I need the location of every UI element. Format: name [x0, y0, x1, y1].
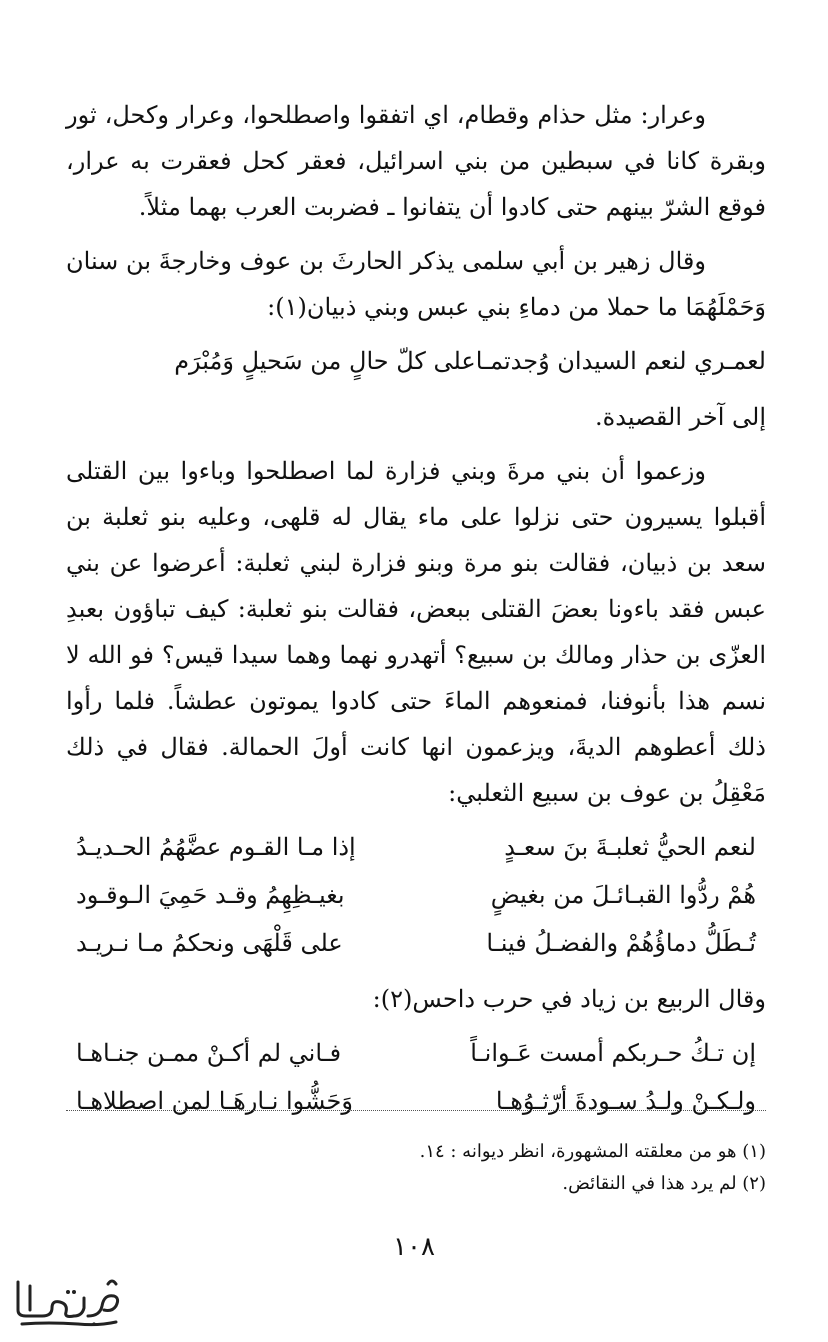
- verse-first-hemistich: لعمـري لنعم السيدان وُجدتمـا: [475, 347, 766, 375]
- verse-first-hemistich: إن تـكُ حـربكم أمست عَـوانـاً: [470, 1039, 756, 1067]
- publisher-logo: [8, 1272, 126, 1332]
- paragraph-4: وزعموا أن بني مرةَ وبني فزارة لما اصطلحوا وباءوا بين القتلى أقبلوا يسيرون حتى نزلوا على ماء يقال له قلهى، وعليه بنو ثعلبة بن سعد بن ذبيان، فقالت بنو مرة وبنو فزارة لبني ثعلبة: أعرضوا عن بني عبس فقد باءونا بعضَ القتلى ببعض، فقالت بنو ثعلبة: كيف تباؤون بعبدِ العزّى بن حذار ومالك بن سبيع؟ أتهدرو نهما وهما سيدا قيس؟ فو الله لا نسم هذا بأنوفنا، فمنعوهم الماءَ حتى كادوا يموتون عطشاً. فلما رأوا ذلك أعطوهم الديةَ، ويزعمون انها كانت أولَ الحمالة. فقال في ذلك مَعْقِلُ بن عوف بن سبيع الثعلبي:: [66, 457, 766, 807]
- verse-block-1: [66, 338, 766, 384]
- page-number: ١٠٨: [393, 1232, 435, 1262]
- verse-line: [66, 338, 766, 384]
- paragraph-5: وقال الربيع بن زياد في حرب داحس(٢):: [372, 985, 766, 1013]
- paragraph-1: وعرار: مثل حذام وقطام، اي اتفقوا واصطلحوا، وعرار وكحل، ثور وبقرة كانا في سبطين من بني اسرائيل، فعقر كحل فعقرت به عرار، فوقع الشرّ بينهم حتى كادوا أن يتفانوا ـ فضربت العرب بهما مثلاً.: [66, 101, 766, 221]
- verse-first-hemistich: هُمْ ردُّوا القبـائـلَ من بغيضٍ: [490, 881, 756, 909]
- verse-first-hemistich: لنعم الحيُّ ثعلبـةَ بنَ سعـدٍ: [504, 833, 756, 861]
- footnote-2: (٢) لم يرد هذا في النقائض.: [562, 1173, 766, 1194]
- verse-line: [66, 1078, 766, 1124]
- verse-block-2: [66, 824, 766, 966]
- verse-second-hemistich: بغيـظِهِمُ وقـد حَمِيَ الـوقـود: [76, 881, 345, 909]
- verse-second-hemistich: وَحَشُّوا نـارهَـا لمن اصطلاهـا: [76, 1087, 353, 1115]
- verse-first-hemistich: تُـطَلُّ دماؤُهُمْ والفضـلُ فينـا: [486, 929, 756, 957]
- paragraph-2: وقال زهير بن أبي سلمى يذكر الحارثَ بن عوف وخارجةَ بن سنان وَحَمْلَهُمَا ما حملا من دماءِ بني عبس وبني ذبيان(١):: [66, 247, 766, 321]
- footnote-1: (١) هو من معلقته المشهورة، انظر ديوانه : ١٤.: [419, 1141, 766, 1162]
- footnotes: [66, 1136, 766, 1200]
- verse-line: [66, 920, 766, 966]
- verse-line: [66, 872, 766, 918]
- verse-second-hemistich: على كلّ حالٍ من سَحيلٍ وَمُبْرَم: [174, 347, 476, 375]
- verse-second-hemistich: إذا مـا القـوم عضَّهُمُ الحـديـدُ: [76, 833, 356, 861]
- page-body: [66, 92, 766, 1134]
- footnote-divider: [66, 1110, 766, 1111]
- verse-second-hemistich: على قَلْهَى ونحكمُ مـا نـريـد: [76, 929, 343, 957]
- paragraph-3: إلى آخر القصيدة.: [595, 403, 766, 431]
- verse-second-hemistich: فـاني لم أكـنْ ممـن جنـاهـا: [76, 1039, 342, 1067]
- verse-first-hemistich: ولـكـنْ ولـدُ سـودةَ أرّثـوُهـا: [495, 1087, 756, 1115]
- verse-line: [66, 1030, 766, 1076]
- verse-line: [66, 824, 766, 870]
